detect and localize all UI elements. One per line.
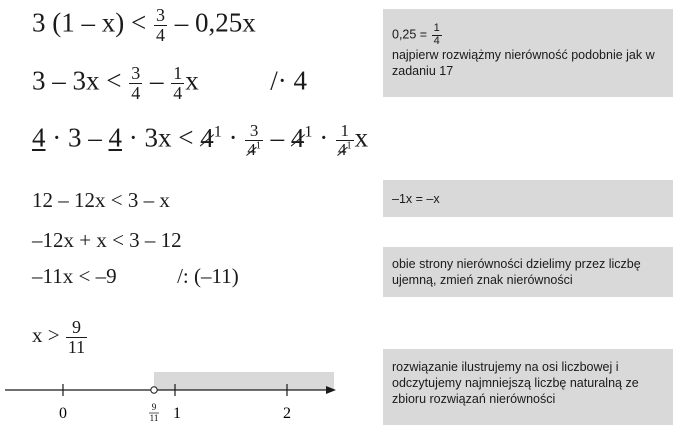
multiplier: 4 bbox=[108, 122, 122, 153]
numerator: 1 bbox=[336, 122, 354, 141]
cancelled-number: 4 bbox=[247, 139, 256, 159]
note-1-lhs: 0,25 = bbox=[392, 27, 428, 42]
step-1-rhs: – 0,25x bbox=[174, 7, 256, 38]
cancelled-number: 4 bbox=[200, 122, 214, 153]
step-7-lhs: x > bbox=[32, 323, 60, 348]
note-box-2: –1x = –x bbox=[383, 180, 673, 217]
note-box-4: rozwiązanie ilustrujemy na osi liczbowej i odczytujemy najmniejszą liczbę naturalną ze zbioru rozwiązań nierówności bbox=[383, 349, 673, 425]
numerator: 1 bbox=[173, 63, 183, 83]
numerator: 3 bbox=[245, 122, 263, 141]
denominator: 4 bbox=[155, 24, 165, 45]
denominator: 4 bbox=[173, 82, 183, 103]
reduced-number: 1 bbox=[346, 140, 352, 152]
numerator: 1 bbox=[433, 22, 440, 34]
variable: x bbox=[185, 65, 199, 96]
cancelled-number: 4 bbox=[290, 122, 305, 153]
numerator: 9 bbox=[66, 318, 87, 338]
note-1-text: najpierw rozwiążmy nierówność podobnie jak w zadaniu 17 bbox=[392, 48, 655, 79]
denominator: 11 bbox=[67, 336, 86, 357]
reduced-number: 1 bbox=[304, 122, 313, 141]
note-box-3: obie strony nierówności dzielimy przez liczbę ujemną, zmień znak nierówności bbox=[383, 247, 673, 297]
solution-shading bbox=[154, 372, 334, 390]
step-5: –12x + x < 3 – 12 bbox=[32, 228, 182, 252]
operation-note: /· 4 bbox=[270, 65, 307, 96]
step-2-lhs: 3 – 3x < bbox=[32, 65, 122, 96]
dot: · bbox=[228, 122, 238, 153]
step-6-inequality: –11x < –9 bbox=[32, 264, 117, 288]
point-label-denominator: 11 bbox=[149, 413, 159, 423]
numerator: 3 bbox=[131, 63, 141, 83]
reduced-number: 1 bbox=[213, 122, 222, 141]
denominator: 4 bbox=[433, 34, 440, 47]
tick-label-2: 2 bbox=[283, 405, 291, 422]
step-4: 12 – 12x < 3 – x bbox=[32, 188, 170, 212]
reduced-number: 1 bbox=[255, 140, 261, 152]
tick-label-1: 1 bbox=[173, 405, 181, 422]
term: · 3x < bbox=[128, 122, 194, 153]
step-1-lhs: 3 (1 – x) < bbox=[32, 7, 147, 38]
operation-note: /: (–11) bbox=[177, 264, 239, 288]
denominator: 4 bbox=[131, 82, 141, 103]
variable: x bbox=[354, 122, 369, 153]
term: · 3 – bbox=[52, 122, 102, 153]
open-point-icon bbox=[151, 387, 157, 393]
dot: · bbox=[319, 122, 329, 153]
multiplier: 4 bbox=[32, 122, 46, 153]
minus-sign: – bbox=[149, 65, 164, 96]
minus-sign: – bbox=[270, 122, 285, 153]
numerator: 3 bbox=[155, 5, 165, 25]
tick-label-0: 0 bbox=[59, 405, 67, 422]
point-label-numerator: 9 bbox=[151, 402, 157, 412]
cancelled-number: 4 bbox=[338, 139, 347, 159]
